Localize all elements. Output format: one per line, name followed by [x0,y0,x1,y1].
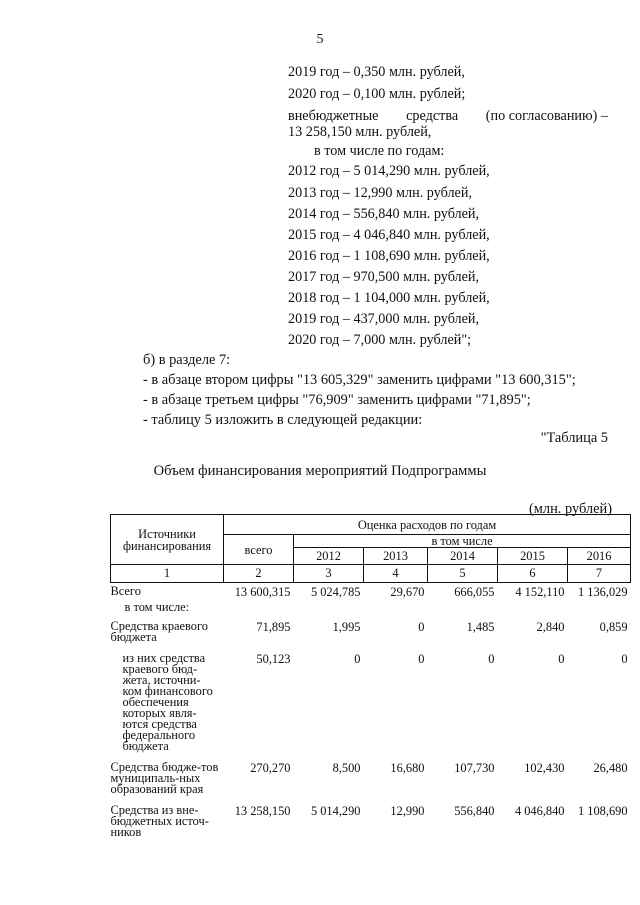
table-row-regional-budget [111,613,631,643]
column-number: 5 [428,565,498,583]
cell-value: 71,895 [256,620,291,634]
year-line-2016: 2016 год – 1 108,690 млн. рублей, [288,248,490,264]
row-label: Средства из вне-бюджетных источ-ников [110,803,209,839]
offbudget-word-2: средства [406,108,459,124]
column-number-row [111,565,631,583]
header-year-2016: 2016 [568,548,631,565]
year-line-2019-regional: 2019 год – 0,350 млн. рублей, [288,64,465,80]
section-item-3: - таблицу 5 изложить в следующей редакции: [143,412,423,428]
column-number: 4 [364,565,428,583]
year-line-2019: 2019 год – 437,000 млн. рублей, [288,311,480,327]
cell-value: 1,485 [466,620,495,634]
cell-value: 1 108,690 [577,804,628,818]
year-line-2017: 2017 год – 970,500 млн. рублей, [288,269,480,285]
table-row-municipal [111,752,631,795]
cell-value: 1 136,029 [577,585,628,599]
cell-value: 4 152,110 [515,585,565,599]
section-item-2: - в абзаце третьем цифры "76,909" заменить цифрами "71,895"; [143,392,531,408]
section-item-1: - в абзаце втором цифры "13 605,329" заменить цифрами "13 600,315"; [143,372,576,388]
table-unit: (млн. рублей) [528,501,612,517]
cell-value: 0 [488,652,495,666]
table-row-including [111,599,631,613]
header-year-2013: 2013 [364,548,428,565]
offbudget-word-1: внебюджетные [288,108,379,124]
year-line-2013: 2013 год – 12,990 млн. рублей, [288,185,472,201]
offbudget-paragraph [288,108,608,140]
column-number: 2 [224,565,294,583]
header-sources: Источники финансирования [111,515,224,565]
header-including: в том числе [294,535,631,548]
cell-value: 13 258,150 [234,804,291,818]
year-line-2018: 2018 год – 1 104,000 млн. рублей, [288,290,490,306]
cell-value: 0 [621,652,628,666]
cell-value: 270,270 [250,761,291,775]
year-line-2012: 2012 год – 5 014,290 млн. рублей, [288,163,490,179]
cell-value: 12,990 [390,804,425,818]
offbudget-word-3: (по согласованию) – [485,108,608,124]
table-row-total [111,583,631,600]
cell-value: 1,995 [332,620,361,634]
by-years-label: в том числе по годам: [314,143,445,159]
column-number: 7 [568,565,631,583]
cell-value: 13 600,315 [234,585,291,599]
table-row-federal-part [111,643,631,752]
cell-value: 2,840 [536,620,565,634]
cell-value: 16,680 [390,761,425,775]
cell-value: 5 024,785 [310,585,361,599]
cell-value: 4 046,840 [514,804,565,818]
cell-value: 26,480 [593,761,628,775]
section-heading: б) в разделе 7: [143,352,231,368]
year-line-2020-regional: 2020 год – 0,100 млн. рублей; [288,86,466,102]
header-year-2014: 2014 [428,548,498,565]
cell-value: 556,840 [454,804,495,818]
cell-value: 5 014,290 [310,804,361,818]
year-line-2015: 2015 год – 4 046,840 млн. рублей, [288,227,490,243]
header-total: всего [224,535,294,565]
column-number: 6 [498,565,568,583]
row-label: из них средства краевого бюд-жета, источни-ком финансового обеспечения которых явля-ются средства федерального бюджета [122,651,213,753]
page-number: 5 [316,32,324,47]
cell-value: 50,123 [256,652,291,666]
header-estimate: Оценка расходов по годам [224,515,631,535]
cell-value: 666,055 [454,585,495,599]
cell-value: 8,500 [332,761,361,775]
row-label: Средства краевого бюджета [110,619,208,644]
year-line-2014: 2014 год – 556,840 млн. рублей, [288,206,480,222]
cell-value: 0,859 [599,620,628,634]
cell-value: 0 [418,652,425,666]
cell-value: 107,730 [454,761,495,775]
cell-value: 0 [354,652,361,666]
year-line-2020: 2020 год – 7,000 млн. рублей"; [288,332,472,348]
cell-value: 29,670 [390,585,425,599]
financing-table [110,514,631,838]
row-label: Всего [110,584,141,598]
table-label: "Таблица 5 [540,430,608,446]
cell-value: 0 [418,620,425,634]
row-label: Средства бюдже-тов муниципаль-ных образований края [110,760,219,796]
offbudget-total: 13 258,150 млн. рублей, [288,124,432,140]
table-row-offbudget [111,795,631,838]
header-year-2012: 2012 [294,548,364,565]
table-title: Объем финансирования мероприятий Подпрограммы [153,463,487,479]
header-year-2015: 2015 [498,548,568,565]
row-label: в том числе: [124,600,190,614]
column-number: 1 [111,565,224,583]
column-number: 3 [294,565,364,583]
cell-value: 102,430 [524,761,565,775]
cell-value: 0 [558,652,565,666]
